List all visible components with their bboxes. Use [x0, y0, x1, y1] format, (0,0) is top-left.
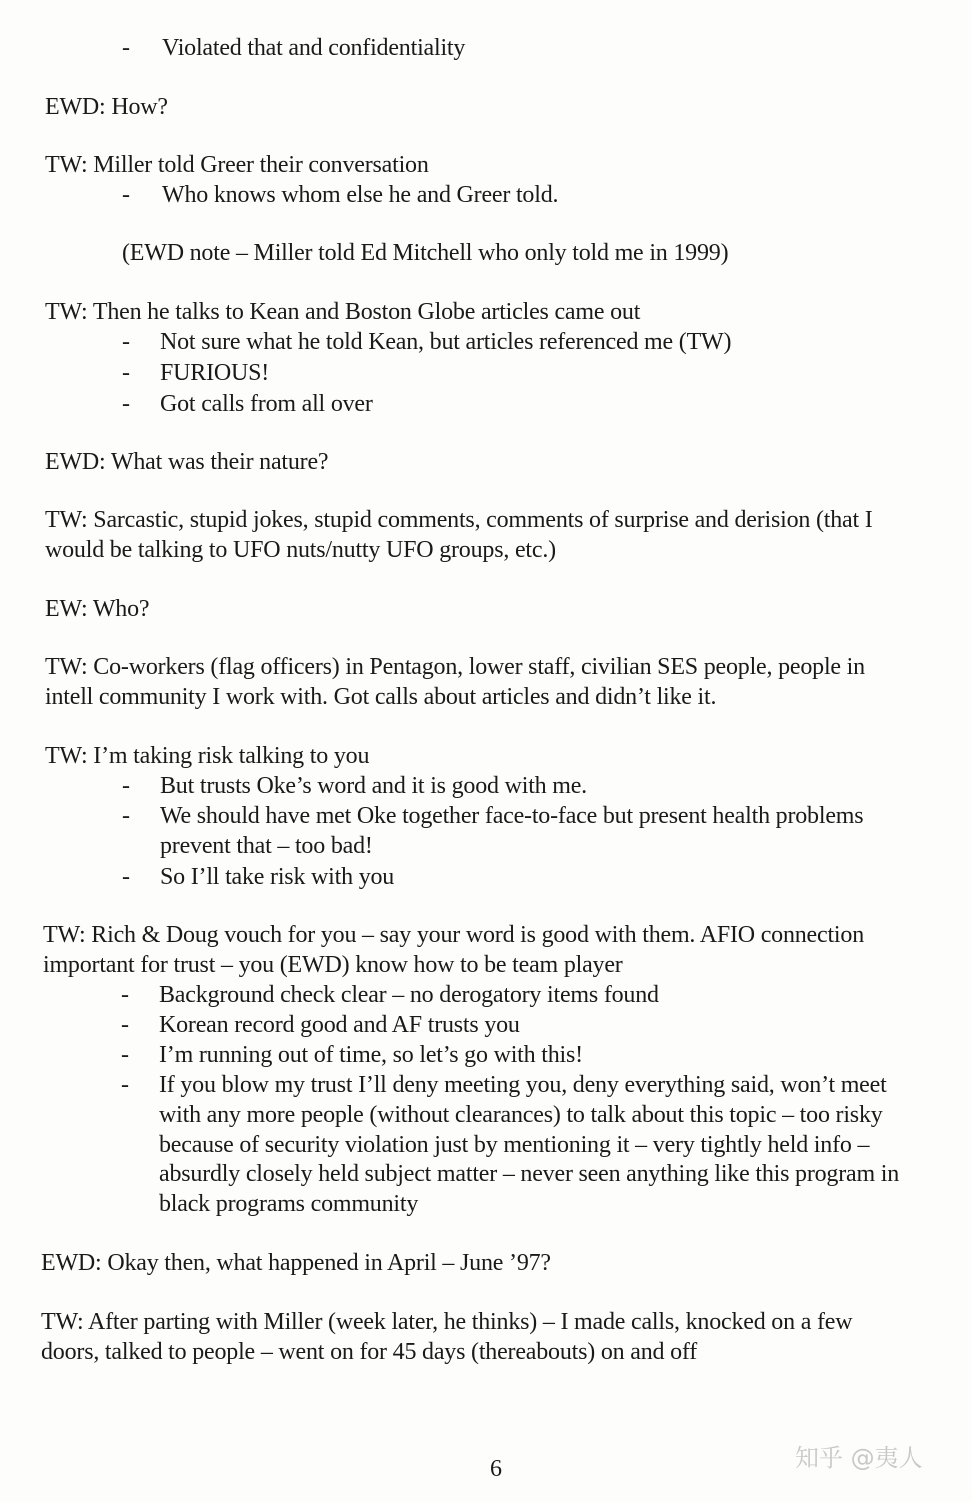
text-line: Got calls from all over: [160, 391, 373, 417]
watermark: 知乎 @夷人: [795, 1444, 923, 1472]
text-line: Who knows whom else he and Greer told.: [162, 182, 559, 208]
bullet-dash: -: [122, 773, 130, 799]
text-line: because of security violation just by mentioning it – very tightly held info –: [159, 1132, 870, 1158]
text-line: EWD: Okay then, what happened in April – June ’97?: [41, 1250, 551, 1276]
text-line: So I’ll take risk with you: [160, 864, 395, 890]
bullet-dash: -: [122, 803, 130, 829]
text-line: with any more people (without clearances) to talk about this topic – too risky: [159, 1102, 883, 1128]
text-line: black programs community: [159, 1191, 419, 1217]
text-line: would be talking to UFO nuts/nutty UFO groups, etc.): [45, 537, 556, 563]
text-line: TW: After parting with Miller (week later, he thinks) – I made calls, knocked on a few: [41, 1309, 853, 1335]
text-line: TW: Sarcastic, stupid jokes, stupid comments, comments of surprise and derision (that I: [45, 507, 873, 533]
text-line: EW: Who?: [45, 596, 150, 622]
text-line: Background check clear – no derogatory items found: [159, 982, 659, 1008]
bullet-dash: -: [121, 982, 129, 1008]
text-line: prevent that – too bad!: [160, 833, 373, 859]
bullet-dash: -: [122, 329, 130, 355]
text-line: Violated that and confidentiality: [162, 35, 466, 61]
bullet-dash: -: [122, 391, 130, 417]
text-line: If you blow my trust I’ll deny meeting you, deny everything said, won’t meet: [159, 1072, 887, 1098]
text-line: I’m running out of time, so let’s go with this!: [159, 1042, 583, 1068]
text-line: TW: Miller told Greer their conversation: [45, 152, 429, 178]
text-line: TW: Co-workers (flag officers) in Pentagon, lower staff, civilian SES people, people in: [45, 654, 865, 680]
text-line: Korean record good and AF trusts you: [159, 1012, 520, 1038]
bullet-dash: -: [121, 1012, 129, 1038]
text-line: EWD: How?: [45, 94, 168, 120]
text-line: FURIOUS!: [160, 360, 270, 386]
text-line: TW: Then he talks to Kean and Boston Globe articles came out: [45, 299, 641, 325]
bullet-dash: -: [121, 1042, 129, 1068]
bullet-dash: -: [122, 864, 130, 890]
text-line: doors, talked to people – went on for 45 days (thereabouts) on and off: [41, 1339, 698, 1365]
text-line: (EWD note – Miller told Ed Mitchell who only told me in 1999): [122, 240, 729, 266]
text-line: TW: Rich & Doug vouch for you – say your word is good with them. AFIO connection: [43, 922, 865, 948]
text-line: intell community I work with. Got calls about articles and didn’t like it.: [45, 684, 717, 710]
text-line: absurdly closely held subject matter – never seen anything like this program in: [159, 1161, 900, 1187]
bullet-dash: -: [122, 35, 130, 61]
text-line: Not sure what he told Kean, but articles referenced me (TW): [160, 329, 732, 355]
text-line: We should have met Oke together face-to-face but present health problems: [160, 803, 864, 829]
text-line: TW: I’m taking risk talking to you: [45, 743, 370, 769]
page-number: 6: [490, 1456, 502, 1482]
text-line: EWD: What was their nature?: [45, 449, 329, 475]
bullet-dash: -: [122, 360, 130, 386]
text-line: important for trust – you (EWD) know how to be team player: [43, 952, 623, 978]
bullet-dash: -: [122, 182, 130, 208]
text-line: But trusts Oke’s word and it is good with me.: [160, 773, 587, 799]
bullet-dash: -: [121, 1072, 129, 1098]
